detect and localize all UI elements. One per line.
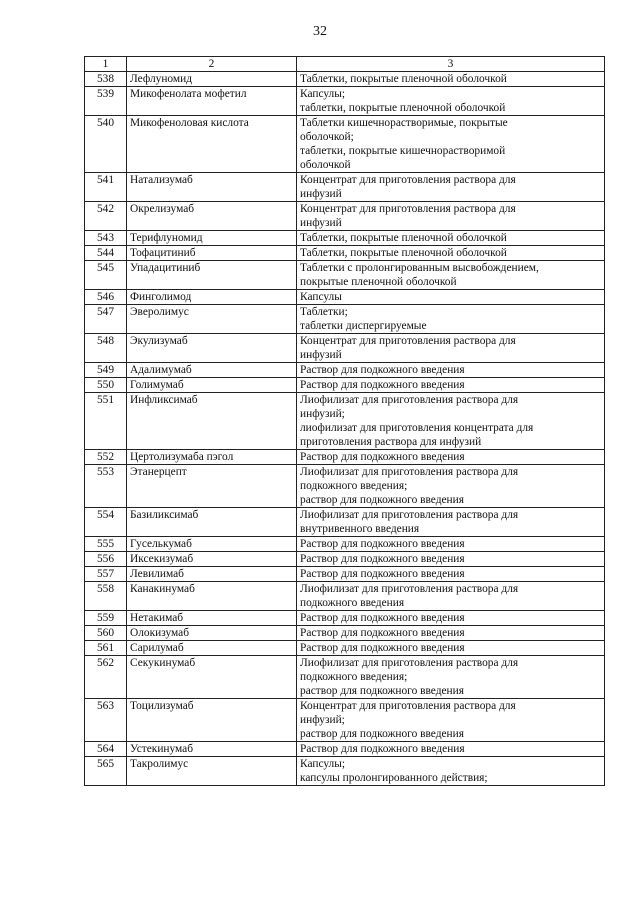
dosage-form	[297, 363, 605, 378]
column-header-form: 3	[297, 57, 605, 72]
row-number: 557	[85, 567, 127, 582]
drug-name: Экулизумаб	[127, 334, 297, 363]
row-number: 564	[85, 742, 127, 757]
drug-name: Этанерцепт	[127, 465, 297, 508]
dosage-form-line: инфузий;	[300, 714, 345, 726]
dosage-form-line: покрытые пленочной оболочкой	[300, 276, 457, 288]
table-row	[85, 87, 605, 116]
dosage-form-line: оболочкой	[300, 159, 351, 171]
drug-name: Нетакимаб	[127, 611, 297, 626]
dosage-form	[297, 537, 605, 552]
table-row	[85, 393, 605, 450]
dosage-form-line: Лиофилизат для приготовления раствора для	[300, 509, 519, 521]
row-number: 558	[85, 582, 127, 611]
dosage-form-line: Концентрат для приготовления раствора для	[300, 174, 516, 186]
dosage-form	[297, 72, 605, 87]
dosage-form	[297, 393, 605, 450]
table-row	[85, 611, 605, 626]
table-row	[85, 305, 605, 334]
dosage-form	[297, 246, 605, 261]
drug-name: Базиликсимаб	[127, 508, 297, 537]
row-number: 542	[85, 202, 127, 231]
dosage-form-line: подкожного введения;	[300, 480, 408, 492]
table-row	[85, 552, 605, 567]
page-number: 32	[313, 24, 327, 39]
table-row	[85, 641, 605, 656]
dosage-form	[297, 699, 605, 742]
dosage-form-line: подкожного введения	[300, 597, 405, 609]
drug-name: Окрелизумаб	[127, 202, 297, 231]
table-row	[85, 261, 605, 290]
row-number: 554	[85, 508, 127, 537]
row-number: 563	[85, 699, 127, 742]
row-number: 544	[85, 246, 127, 261]
drug-name: Голимумаб	[127, 378, 297, 393]
row-number: 550	[85, 378, 127, 393]
dosage-form-line: приготовления раствора для инфузий	[300, 436, 482, 448]
dosage-form-line: лиофилизат для приготовления концентрата для	[300, 422, 534, 434]
dosage-form	[297, 465, 605, 508]
table-row	[85, 465, 605, 508]
row-number: 553	[85, 465, 127, 508]
dosage-form-line: оболочкой;	[300, 131, 354, 143]
dosage-form-line: Лиофилизат для приготовления раствора для	[300, 583, 519, 595]
table-row	[85, 202, 605, 231]
dosage-form-line: Лиофилизат для приготовления раствора для	[300, 657, 519, 669]
dosage-form-line: инфузий	[300, 188, 342, 200]
dosage-form	[297, 231, 605, 246]
drug-name: Эверолимус	[127, 305, 297, 334]
drug-name: Лефлуномид	[127, 72, 297, 87]
table-row	[85, 582, 605, 611]
table-row	[85, 246, 605, 261]
drug-name: Цертолизумаба пэгол	[127, 450, 297, 465]
dosage-form	[297, 334, 605, 363]
row-number: 549	[85, 363, 127, 378]
row-number: 541	[85, 173, 127, 202]
table-row	[85, 567, 605, 582]
row-number: 559	[85, 611, 127, 626]
dosage-form	[297, 116, 605, 173]
dosage-form-line: Лиофилизат для приготовления раствора для	[300, 466, 519, 478]
dosage-form	[297, 656, 605, 699]
table-row	[85, 699, 605, 742]
row-number: 560	[85, 626, 127, 641]
drug-name: Секукинумаб	[127, 656, 297, 699]
row-number: 547	[85, 305, 127, 334]
table-row	[85, 363, 605, 378]
dosage-form	[297, 290, 605, 305]
drug-name: Натализумаб	[127, 173, 297, 202]
dosage-form-line: Раствор для подкожного введения	[300, 612, 465, 624]
dosage-form	[297, 567, 605, 582]
table-header-row	[85, 57, 605, 72]
row-number: 540	[85, 116, 127, 173]
drug-name: Гуселькумаб	[127, 537, 297, 552]
dosage-form-line: Раствор для подкожного введения	[300, 568, 465, 580]
dosage-form-line: инфузий	[300, 217, 342, 229]
dosage-form-line: инфузий	[300, 349, 342, 361]
dosage-form-line: Капсулы;	[300, 88, 346, 100]
table-row	[85, 626, 605, 641]
dosage-form	[297, 626, 605, 641]
dosage-form-line: раствор для подкожного введения	[300, 728, 464, 740]
table-row	[85, 116, 605, 173]
row-number: 565	[85, 757, 127, 786]
dosage-form-line: Раствор для подкожного введения	[300, 553, 465, 565]
dosage-form-line: Раствор для подкожного введения	[300, 379, 465, 391]
dosage-form-line: подкожного введения;	[300, 671, 408, 683]
dosage-form	[297, 508, 605, 537]
drug-name: Адалимумаб	[127, 363, 297, 378]
table-row	[85, 537, 605, 552]
row-number: 562	[85, 656, 127, 699]
table-row	[85, 290, 605, 305]
table-row	[85, 378, 605, 393]
drug-name: Сарилумаб	[127, 641, 297, 656]
table-row	[85, 742, 605, 757]
row-number: 543	[85, 231, 127, 246]
row-number: 551	[85, 393, 127, 450]
dosage-form	[297, 582, 605, 611]
dosage-form-line: Раствор для подкожного введения	[300, 538, 465, 550]
dosage-form-line: Раствор для подкожного введения	[300, 743, 465, 755]
dosage-form-line: Капсулы;	[300, 758, 346, 770]
table-row	[85, 231, 605, 246]
row-number: 556	[85, 552, 127, 567]
dosage-form	[297, 202, 605, 231]
dosage-form-line: Таблетки, покрытые пленочной оболочкой	[300, 232, 507, 244]
dosage-form-line: Концентрат для приготовления раствора для	[300, 700, 516, 712]
drug-name: Микофенолата мофетил	[127, 87, 297, 116]
dosage-form-line: Таблетки кишечнорастворимые, покрытые	[300, 117, 508, 129]
dosage-form-line: Капсулы	[300, 291, 342, 303]
drug-name: Такролимус	[127, 757, 297, 786]
table-row	[85, 173, 605, 202]
drug-name: Тофацитиниб	[127, 246, 297, 261]
row-number: 548	[85, 334, 127, 363]
table-row	[85, 757, 605, 786]
dosage-form-line: таблетки, покрытые пленочной оболочкой	[300, 102, 506, 114]
drug-name: Инфликсимаб	[127, 393, 297, 450]
dosage-form-line: Концентрат для приготовления раствора для	[300, 335, 516, 347]
drug-name: Левилимаб	[127, 567, 297, 582]
dosage-form	[297, 757, 605, 786]
dosage-form	[297, 641, 605, 656]
dosage-form	[297, 378, 605, 393]
dosage-form	[297, 173, 605, 202]
row-number: 539	[85, 87, 127, 116]
dosage-form-line: Раствор для подкожного введения	[300, 451, 465, 463]
dosage-form-line: Раствор для подкожного введения	[300, 642, 465, 654]
row-number: 538	[85, 72, 127, 87]
drug-name: Устекинумаб	[127, 742, 297, 757]
dosage-form	[297, 450, 605, 465]
dosage-form-line: капсулы пролонгированного действия;	[300, 772, 488, 784]
dosage-form-line: таблетки, покрытые кишечнорастворимой	[300, 145, 506, 157]
dosage-form-line: раствор для подкожного введения	[300, 685, 464, 697]
column-header-number: 1	[85, 57, 127, 72]
table-row	[85, 656, 605, 699]
dosage-form-line: Раствор для подкожного введения	[300, 364, 465, 376]
dosage-form	[297, 742, 605, 757]
table-row	[85, 334, 605, 363]
drug-name: Микофеноловая кислота	[127, 116, 297, 173]
dosage-form	[297, 305, 605, 334]
drug-table	[84, 56, 605, 786]
dosage-form	[297, 611, 605, 626]
dosage-form	[297, 87, 605, 116]
row-number: 546	[85, 290, 127, 305]
table-row	[85, 508, 605, 537]
column-header-name: 2	[127, 57, 297, 72]
drug-name: Упадацитиниб	[127, 261, 297, 290]
dosage-form-line: раствор для подкожного введения	[300, 494, 464, 506]
row-number: 555	[85, 537, 127, 552]
drug-name: Иксекизумаб	[127, 552, 297, 567]
table-row	[85, 72, 605, 87]
dosage-form-line: Раствор для подкожного введения	[300, 627, 465, 639]
row-number: 561	[85, 641, 127, 656]
dosage-form-line: Концентрат для приготовления раствора для	[300, 203, 516, 215]
dosage-form-line: Таблетки, покрытые пленочной оболочкой	[300, 73, 507, 85]
dosage-form-line: Таблетки;	[300, 306, 348, 318]
drug-name: Финголимод	[127, 290, 297, 305]
dosage-form	[297, 552, 605, 567]
dosage-form	[297, 261, 605, 290]
table-body	[85, 72, 605, 786]
dosage-form-line: таблетки диспергируемые	[300, 320, 427, 332]
dosage-form-line: инфузий;	[300, 408, 345, 420]
dosage-form-line: Таблетки с пролонгированным высвобождением,	[300, 262, 539, 274]
table-row	[85, 450, 605, 465]
row-number: 552	[85, 450, 127, 465]
dosage-form-line: Лиофилизат для приготовления раствора для	[300, 394, 519, 406]
drug-name: Олокизумаб	[127, 626, 297, 641]
drug-name: Канакинумаб	[127, 582, 297, 611]
row-number: 545	[85, 261, 127, 290]
dosage-form-line: внутривенного введения	[300, 523, 420, 535]
dosage-form-line: Таблетки, покрытые пленочной оболочкой	[300, 247, 507, 259]
drug-name: Тоцилизумаб	[127, 699, 297, 742]
drug-name: Терифлуномид	[127, 231, 297, 246]
